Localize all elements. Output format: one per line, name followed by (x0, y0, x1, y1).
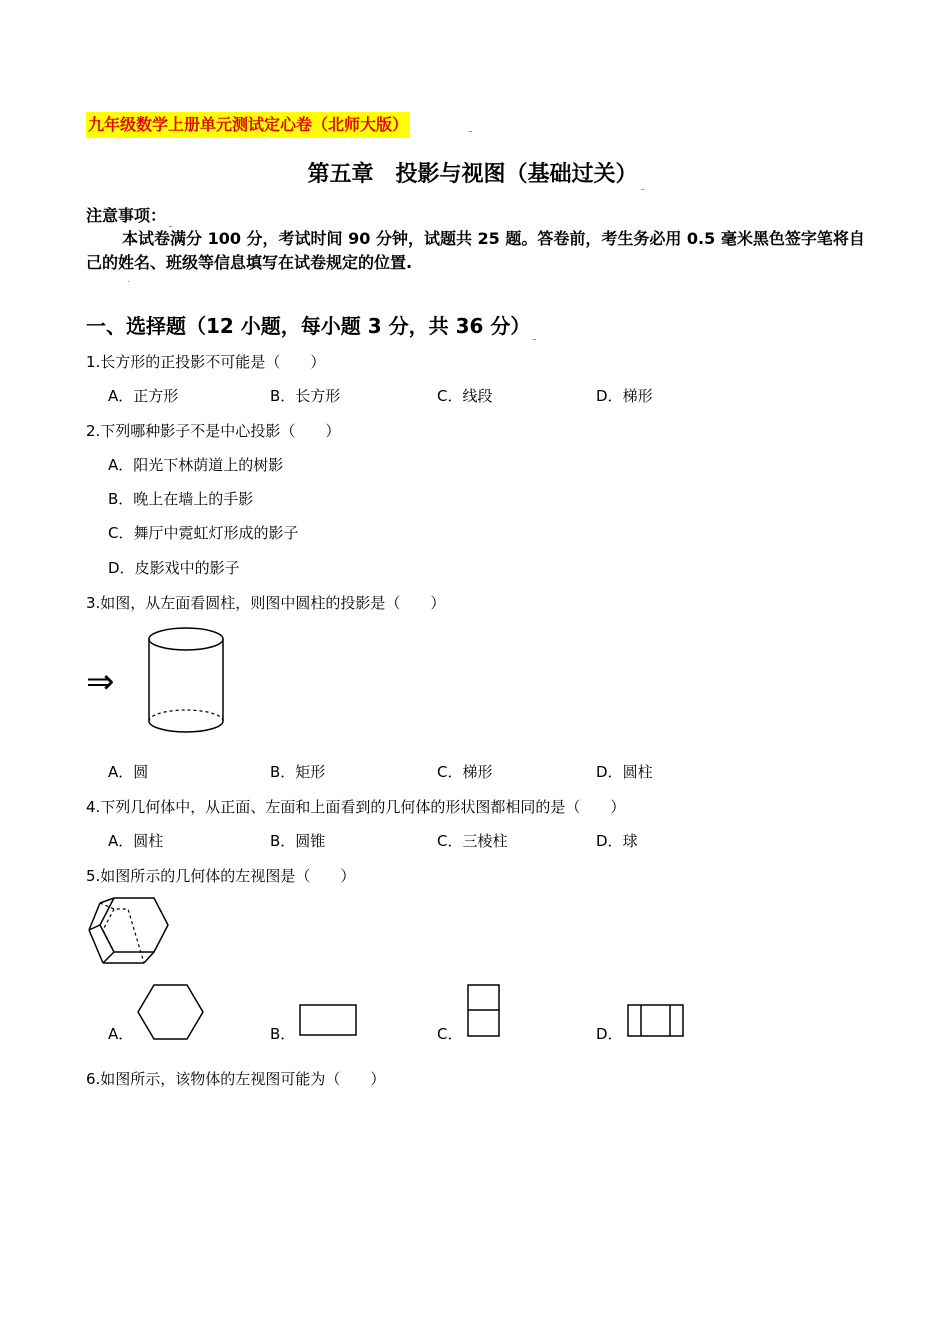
question-5-option-a (108, 1023, 133, 1045)
option-letter: A． (108, 456, 134, 474)
question-5-option-c (437, 1023, 462, 1045)
option-letter: D． (596, 387, 623, 405)
question-1-option-d (596, 385, 653, 407)
notice-body (86, 227, 876, 275)
option-letter: B． (270, 832, 296, 850)
option-letter: D． (108, 559, 135, 577)
option-letter: A． (108, 763, 134, 781)
question-3-option-c (437, 761, 493, 783)
option-text: 晚上在墙上的手影 (133, 490, 254, 508)
question-4-stem (86, 796, 625, 818)
notice-heading-text: 注意事项： (86, 206, 167, 225)
question-2-stem (86, 420, 340, 442)
question-3-stem-text: 3.如图，从左面看圆柱，则图中圆柱的投影是（ ） (86, 594, 446, 612)
option-letter: B． (270, 1025, 296, 1043)
option-text: 圆柱 (133, 832, 164, 850)
question-4-stem-text: 4.下列几何体中，从正面、左面和上面看到的几何体的形状图都相同的是（ ） (86, 798, 626, 816)
option-letter: B． (270, 763, 296, 781)
paragraph-mark (533, 330, 535, 340)
question-1-option-c (437, 385, 493, 407)
question-6-stem (86, 1068, 385, 1090)
question-1-stem (86, 351, 325, 373)
chapter-title-text: 第五章 投影与视图（基础过关） (307, 162, 638, 187)
question-5-stem-text: 5.如图所示的几何体的左视图是（ ） (86, 867, 356, 885)
option-b-rectangle-figure (298, 1003, 360, 1037)
option-letter: A． (108, 387, 134, 405)
option-letter: C． (437, 763, 463, 781)
option-letter: C． (437, 832, 463, 850)
option-letter: A． (108, 1025, 134, 1043)
option-letter: D． (596, 832, 623, 850)
paragraph-mark (469, 122, 471, 132)
question-5-stem (86, 865, 355, 887)
question-6-stem-text: 6.如图所示，该物体的左视图可能为（ ） (86, 1070, 386, 1088)
question-2-option-c (108, 522, 299, 544)
option-text: 正方形 (133, 387, 179, 405)
question-2-option-a (108, 454, 283, 476)
hexagonal-prism-figure (86, 895, 171, 970)
option-letter: D． (596, 763, 623, 781)
option-c-stacked-rectangles-figure (466, 983, 502, 1039)
cylinder-top-ellipse (149, 628, 223, 650)
option-letter: B． (270, 387, 296, 405)
option-text: 圆柱 (622, 763, 653, 781)
option-text: 三棱柱 (462, 832, 508, 850)
option-text: 梯形 (462, 763, 493, 781)
question-4-option-c (437, 830, 508, 852)
prism-front-face (100, 898, 168, 952)
option-letter: C． (108, 524, 134, 542)
option-text: 舞厅中霓虹灯形成的影子 (133, 524, 299, 542)
question-5-option-d (596, 1023, 623, 1045)
paragraph-mark (641, 180, 643, 190)
question-1-option-a (108, 385, 178, 407)
question-3-option-a (108, 761, 148, 783)
section-heading-text: 一、选择题（12 小题，每小题 3 分，共 36 分） (86, 314, 531, 338)
paragraph-mark (169, 217, 171, 227)
option-text: 矩形 (295, 763, 326, 781)
option-text: 线段 (462, 387, 493, 405)
option-text: 长方形 (295, 387, 341, 405)
option-letter: C． (437, 1025, 463, 1043)
question-3-option-d (596, 761, 653, 783)
question-4-option-a (108, 830, 163, 852)
option-letter: A． (108, 832, 134, 850)
option-a-hexagon-figure (137, 983, 205, 1041)
option-d-three-panel-rectangle-figure (626, 1003, 686, 1039)
section-heading (86, 312, 535, 340)
option-text: 球 (622, 832, 638, 850)
question-2-option-b (108, 488, 253, 510)
header-banner (86, 112, 410, 138)
empty-paragraph-mark: . (127, 274, 131, 285)
option-letter: C． (437, 387, 463, 405)
option-letter: D． (596, 1025, 623, 1043)
question-2-stem-text: 2.下列哪种影子不是中心投影（ ） (86, 422, 341, 440)
question-4-option-b (270, 830, 325, 852)
option-letter: B． (108, 490, 134, 508)
option-text: 梯形 (622, 387, 653, 405)
option-text: 皮影戏中的影子 (134, 559, 240, 577)
view-direction-arrow (86, 662, 115, 702)
arrow-glyph: ⇒ (86, 662, 115, 702)
cylinder-bottom-front (149, 721, 223, 732)
notice-body-text: 本试卷满分 100 分，考试时间 90 分钟，试题共 25 题。答卷前，考生务必用 0.5 毫米黑色签字笔将自己的姓名、班级等信息填写在试卷规定的位置. (86, 229, 865, 272)
question-3-stem (86, 592, 445, 614)
option-text: 阳光下林荫道上的树影 (133, 456, 284, 474)
option-text: 圆锥 (295, 832, 326, 850)
option-text: 圆 (133, 763, 149, 781)
chapter-title (0, 160, 950, 190)
question-5-option-b (270, 1023, 295, 1045)
header-banner-text: 九年级数学上册单元测试定心卷（北师大版） (88, 115, 409, 134)
question-1-option-b (270, 385, 340, 407)
question-3-option-b (270, 761, 325, 783)
cylinder-bottom-back (149, 710, 223, 721)
question-1-stem-text: 1.长方形的正投影不可能是（ ） (86, 353, 326, 371)
question-4-option-d (596, 830, 638, 852)
notice-heading (86, 205, 171, 227)
question-2-option-d (108, 557, 240, 579)
cylinder-figure (140, 625, 235, 745)
